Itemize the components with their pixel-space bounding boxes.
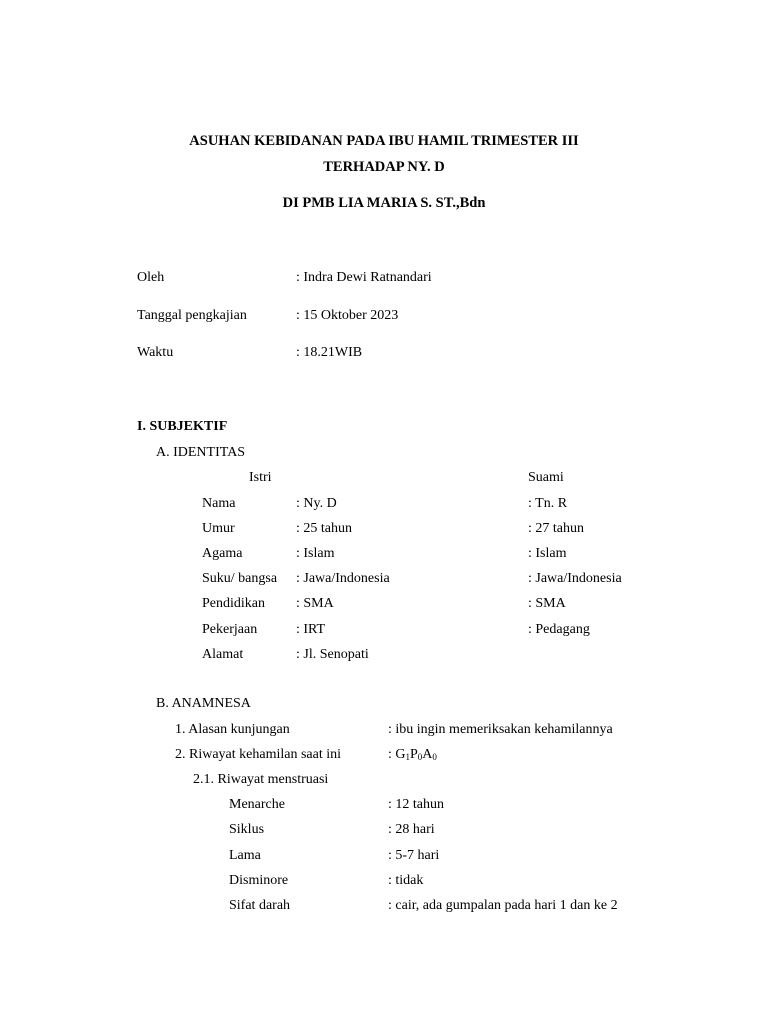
identitas-label-nama: Nama — [202, 496, 236, 511]
anamnesa-title: B. ANAMNESA — [156, 696, 251, 711]
document-title-line2: TERHADAP NY. D — [323, 159, 445, 175]
meta-oleh-label: Oleh — [137, 270, 165, 285]
identitas-suami-nama: : Tn. R — [528, 496, 568, 511]
identitas-istri-suku: : Jawa/Indonesia — [296, 571, 390, 586]
identitas-istri-nama: : Ny. D — [296, 496, 337, 511]
identitas-suami-pekerjaan: : Pedagang — [528, 622, 590, 637]
meta-tanggal-label: Tanggal pengkajian — [137, 308, 247, 323]
menstruasi-value-disminore: : tidak — [388, 873, 424, 888]
menstruasi-title: 2.1. Riwayat menstruasi — [193, 772, 329, 787]
identitas-istri-pekerjaan: : IRT — [296, 622, 326, 637]
identitas-istri-umur: : 25 tahun — [296, 521, 352, 536]
anamnesa-item2-value — [388, 748, 437, 762]
identitas-title: A. IDENTITAS — [156, 445, 246, 460]
identitas-label-suku: Suku/ bangsa — [202, 571, 278, 586]
document-title-line3: DI PMB LIA MARIA S. ST.,Bdn — [282, 195, 486, 211]
identitas-suami-header: Suami — [528, 470, 564, 485]
menstruasi-label-sifat-darah: Sifat darah — [229, 898, 291, 913]
identitas-istri-alamat: : Jl. Senopati — [296, 647, 369, 662]
identitas-suami-pendidikan: : SMA — [528, 596, 566, 611]
identitas-suami-agama: : Islam — [528, 546, 567, 561]
menstruasi-label-siklus: Siklus — [229, 822, 265, 837]
meta-waktu-label: Waktu — [137, 345, 174, 360]
gpa-a-letter: A — [422, 747, 433, 762]
gpa-p-letter: P — [410, 747, 418, 762]
identitas-suami-suku: : Jawa/Indonesia — [528, 571, 622, 586]
menstruasi-value-lama: : 5-7 hari — [388, 848, 440, 863]
meta-oleh-value: : Indra Dewi Ratnandari — [296, 270, 432, 285]
menstruasi-value-siklus: : 28 hari — [388, 822, 435, 837]
identitas-istri-pendidikan: : SMA — [296, 596, 334, 611]
menstruasi-label-lama: Lama — [229, 848, 261, 863]
document-title-line1: ASUHAN KEBIDANAN PADA IBU HAMIL TRIMESTER III — [189, 133, 579, 149]
identitas-label-alamat: Alamat — [202, 647, 244, 662]
identitas-label-pendidikan: Pendidikan — [202, 596, 265, 611]
identitas-suami-umur: : 27 tahun — [528, 521, 584, 536]
identitas-label-agama: Agama — [202, 546, 243, 561]
menstruasi-label-disminore: Disminore — [229, 873, 289, 888]
meta-tanggal-value: : 15 Oktober 2023 — [296, 308, 399, 323]
identitas-label-pekerjaan: Pekerjaan — [202, 622, 258, 637]
meta-waktu-value: : 18.21WIB — [296, 345, 363, 360]
anamnesa-item1-label: 1. Alasan kunjungan — [175, 722, 290, 737]
anamnesa-item1-value: : ibu ingin memeriksakan kehamilannya — [388, 722, 613, 737]
anamnesa-item2-label: 2. Riwayat kehamilan saat ini — [175, 747, 342, 762]
gpa-a: 0 — [432, 752, 437, 762]
gpa-prefix: : G — [388, 747, 406, 762]
identitas-istri-agama: : Islam — [296, 546, 335, 561]
section-subjektif-title: I. SUBJEKTIF — [137, 419, 228, 434]
identitas-istri-header: Istri — [249, 470, 272, 485]
menstruasi-value-menarche: : 12 tahun — [388, 797, 444, 812]
gpa-p: 0 — [417, 752, 423, 762]
gpa-g: 1 — [405, 752, 410, 762]
menstruasi-value-sifat-darah: : cair, ada gumpalan pada hari 1 dan ke 2 — [388, 898, 618, 913]
identitas-label-umur: Umur — [202, 521, 235, 536]
menstruasi-label-menarche: Menarche — [229, 797, 285, 812]
